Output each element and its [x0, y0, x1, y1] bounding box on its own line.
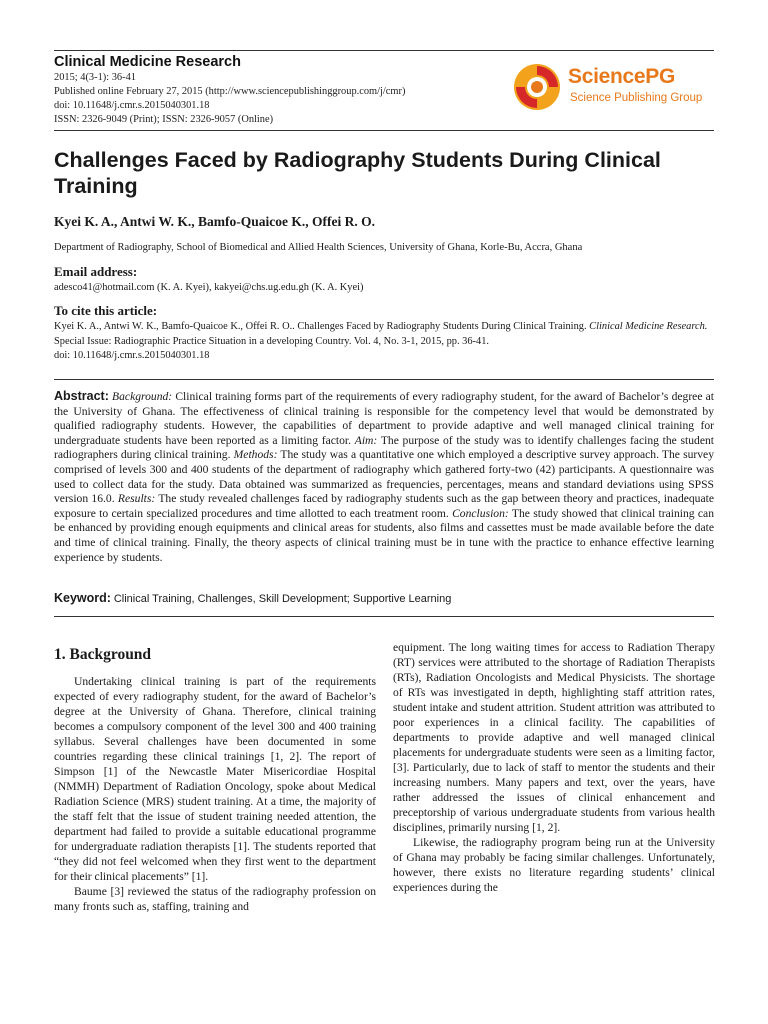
abstract-methods-label: Methods: — [233, 448, 278, 462]
affiliation: Department of Radiography, School of Biomedical and Allied Health Sciences, University of Ghana, Korle-Bu, Accra, Ghana — [54, 242, 583, 253]
abstract-results-label: Results: — [117, 492, 156, 506]
cite-doi: doi: 10.11648/j.cmr.s.2015040301.18 — [54, 350, 210, 361]
email-text: adesco41@hotmail.com (K. A. Kyei), kakyei@chs.ug.edu.gh (K. A. Kyei) — [54, 282, 364, 293]
abstract-label: Abstract: — [54, 389, 109, 403]
header-rule — [54, 130, 714, 131]
sciencepg-logo-icon — [512, 62, 562, 112]
abstract-background: Clinical training forms part of the requirements of every radiography student, for the award of Bachelor’s degree at the University of Ghana. The effectiveness of clinical training is responsible for the competency level that would be demonstrated by qualified radiography students. However, the capabilities of department to provide adaptive and well managed clinical training for undergraduate students have been reported as a limiting factor. — [54, 390, 714, 447]
paragraph: equipment. The long waiting times for access to Radiation Therapy (RT) services were attributed to the shortage of Radiation Therapists (RTs), Radiation Oncologists and Medical Physicists. The shortage of RTs was investigated in depth, highlighting staff attrition rates, student intake and student attrition. Student attrition was attributed to poor experiences in a clinical facility. The capabilities of departments to provide adaptive and well managed clinical placements for undergraduate students were seen as a limiting factor, [3]. Particularly, due to lack of staff to mentor the students and their increasing numbers. Many papers and text, over the years, have rather addressed the issues of clinical enhancement and preceptorship of various undergraduate students from various health disciplines, primarily nursing [1, 2]. — [393, 641, 715, 834]
cite-part2: Special Issue: Radiographic Practice Situation in a developing Country. Vol. 4, No. 3-1, 2015, pp. 36-41. — [54, 335, 489, 347]
abstract-rule — [54, 379, 714, 380]
keyword-rule — [54, 616, 714, 617]
logo-subtitle: Science Publishing Group — [570, 92, 703, 104]
paragraph: Undertaking clinical training is part of the requirements expected of every radiography student, for the award of Bachelor’s degree at the University of Ghana. Therefore, clinical training becomes a compulsory component of the level 300 and 400 training syllabus. Several challenges have been documented in some countries regarding these clinical trainings [1, 2]. The report of Simpson [1] of the Newcastle Mater Misericordiae Hospital (NMMH) Department of Radiation Oncology, spoke about Medical Radiation Science (MRS) student training. At a time, the majority of the staff felt that the issue of student training needed attention, the department had failed to provide a suitable educational programme for undergraduate radiation therapists [1]. The students reported that “they did not feel welcomed when they first went to the department for their clinical placements” [1]. — [54, 675, 376, 883]
cite-part1: Kyei K. A., Antwi W. K., Bamfo-Quaicoe K., Offei R. O.. Challenges Faced by Radiography Students During Clinical Training. — [54, 321, 587, 332]
keyword-text: Clinical Training, Challenges, Skill Development; Supportive Learning — [113, 593, 452, 605]
abstract-background-label: Background: — [112, 390, 173, 403]
journal-meta-issn: ISSN: 2326-9049 (Print); ISSN: 2326-9057 (Online) — [54, 114, 274, 125]
paragraph: Baume [3] reviewed the status of the radiography profession on many fronts such as, staffing, training and — [54, 885, 376, 913]
section-heading-background: 1. Background — [54, 646, 152, 663]
keyword-label: Keyword: — [54, 591, 111, 605]
paragraph: Likewise, the radiography program being run at the University of Ghana may probably be facing similar challenges. Unfortunately, however, there exists no literature regarding students’ clinical experiences during the — [393, 836, 715, 894]
body-column-left — [54, 674, 376, 914]
cite-text — [54, 320, 719, 364]
abstract-aim: The purpose of the study was to identify challenges facing the student radiographers during clinical training. — [54, 433, 715, 462]
journal-meta-published: Published online February 27, 2015 (http://www.sciencepublishinggroup.com/j/cmr) — [54, 86, 406, 97]
journal-meta-year: 2015; 4(3-1): 36-41 — [54, 72, 136, 83]
article-title: Challenges Faced by Radiography Students During Clinical Training — [54, 148, 661, 198]
logo-name: SciencePG — [568, 65, 676, 88]
abstract-conclusion: The study showed that clinical training can be enhanced by providing enough equipments and clinical areas for students, also films and cassettes must be made available before the date and time of clinical training. Finally, the theory aspects of clinical training must be in tune with the practice to enhance effective learning experience by students. — [54, 506, 714, 564]
abstract-conclusion-label: Conclusion: — [452, 506, 509, 520]
abstract-methods: The study was a quantitative one which employed a descriptive survey approach. The survey comprised of levels 300 and 400 students of the department of radiography which gathered forty-two (42) participants. A questionnaire was used to collect data for the study. Data obtained was summarized as frequencies, percentages, means and standard deviations using SPSS version 16.0. — [54, 448, 714, 506]
journal-meta-doi: doi: 10.11648/j.cmr.s.2015040301.18 — [54, 100, 210, 111]
authors: Kyei K. A., Antwi W. K., Bamfo-Quaicoe K., Offei R. O. — [54, 214, 375, 229]
sciencepg-logo — [512, 62, 712, 114]
abstract-aim-label: Aim: — [354, 433, 378, 447]
abstract — [54, 389, 714, 565]
abstract-results: The study revealed challenges faced by radiography students such as the gap between theory and practices, inadequate exposure to certain specialized procedures and time allotted to each treatment room. — [54, 492, 714, 520]
top-rule — [54, 50, 714, 51]
journal-name: Clinical Medicine Research — [54, 54, 241, 70]
email-heading: Email address: — [54, 264, 138, 279]
cite-journal: Clinical Medicine Research. — [589, 321, 708, 332]
cite-heading: To cite this article: — [54, 303, 158, 318]
body-column-right — [393, 640, 715, 895]
keywords — [54, 591, 451, 605]
